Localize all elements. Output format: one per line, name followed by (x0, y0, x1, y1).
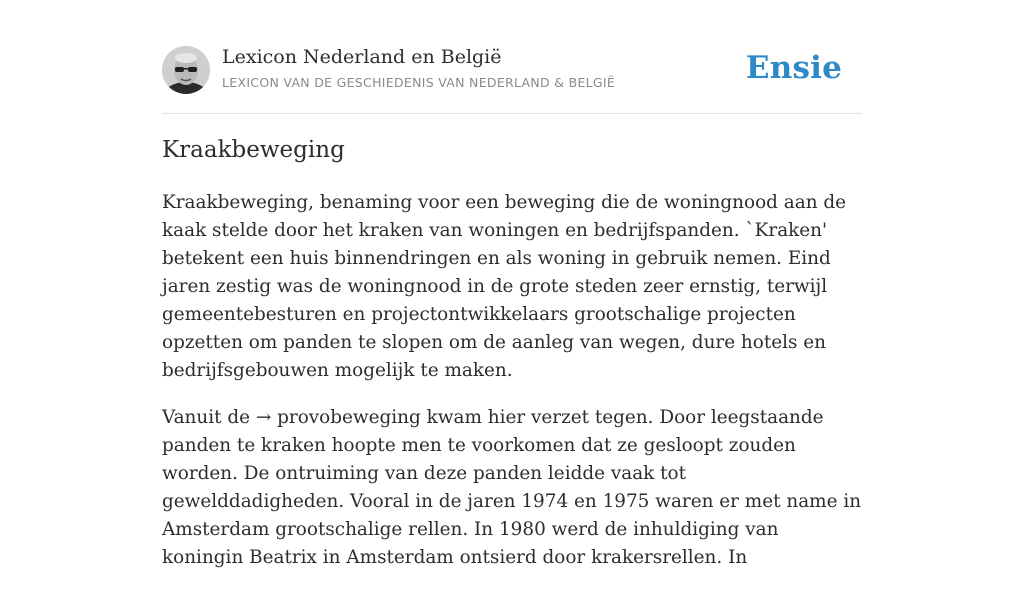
article-body (162, 189, 864, 591)
portrait-image (162, 46, 210, 94)
site-subtitle: LEXICON VAN DE GESCHIEDENIS VAN NEDERLAND & BELGIË (222, 75, 616, 90)
article-title: Kraakbeweging (162, 137, 345, 163)
paragraph-2 (162, 404, 864, 572)
site-title[interactable]: Lexicon Nederland en België (222, 46, 502, 68)
avatar[interactable] (162, 46, 210, 94)
paragraph-2-text-before: Vanuit de (162, 407, 256, 428)
ensie-logo[interactable]: Ensie (745, 50, 842, 86)
paragraph-1: Kraakbeweging, benaming voor een beweging die de woningnood aan de kaak stelde door het kraken van woningen en bedrijfspanden. `Kraken' betekent een huis binnendringen en als woning in gebruik nemen. Eind jaren zestig was de woningnood in de grote steden zeer ernstig, terwijl gemeentebesturen en projectontwikkelaars grootschalige projecten opzetten om panden te slopen om de aanleg van wegen, dure hotels en bedrijfsgebouwen mogelijk te maken. (162, 192, 847, 381)
provobeweging-link[interactable]: → provobeweging (255, 407, 421, 428)
header (162, 0, 862, 114)
paragraph-2-text-after: kwam hier verzet tegen. Door leegstaande panden te kraken hoopte men te voorkomen dat ze gesloopt zouden worden. De ontruiming van deze panden leidde vaak tot gewelddadigheden. Vooral in de jaren 1974 en 1975 waren er met name in Amsterdam grootschalige rellen. In 1980 werd de inhuldiging van koningin Beatrix in Amsterdam ontsierd door krakersrellen. In (162, 407, 862, 568)
page (162, 0, 862, 568)
